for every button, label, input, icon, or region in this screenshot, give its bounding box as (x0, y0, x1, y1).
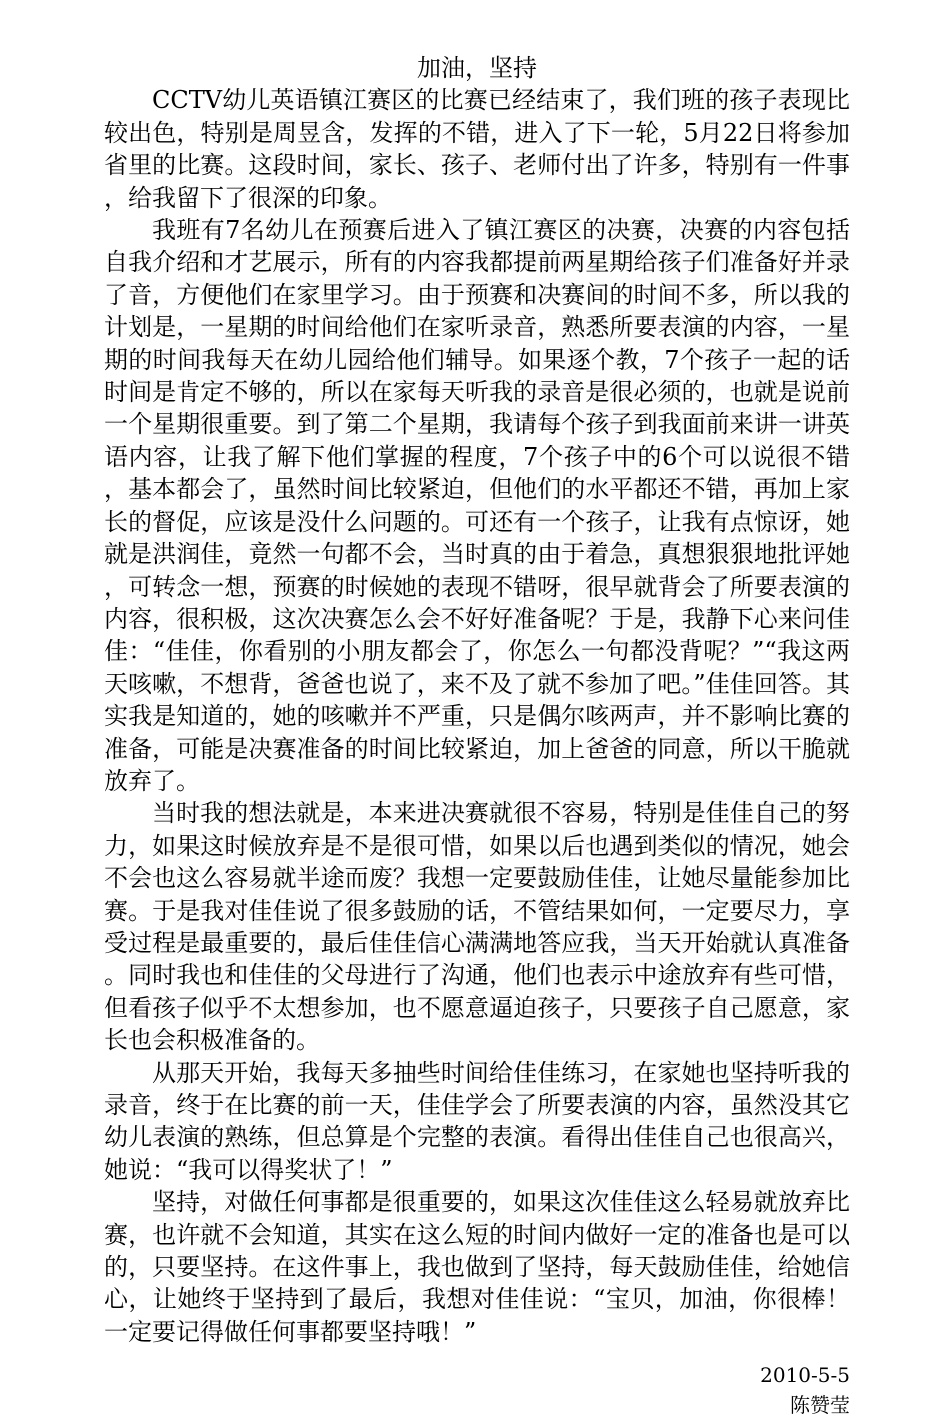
document-title: 加油，坚持 (417, 54, 537, 82)
paragraph-1: CCTV幼儿英语镇江赛区的比赛已经结束了，我们班的孩子表现比较出色，特别是周昱含，发挥的不错，进入了下一轮，5月22日将参加省里的比赛。这段时间，家长、孩子、老师付出了许多，特别有一件事，给我留下了很深的印象。 (104, 86, 850, 212)
paragraph-4: 从那天开始，我每天多抽些时间给佳佳练习，在家她也坚持听我的录音，终于在比赛的前一天，佳佳学会了所要表演的内容，虽然没其它幼儿表演的熟练，但总算是个完整的表演。看得出佳佳自己也很高兴，她说：“我可以得奖状了！” (104, 1058, 850, 1184)
document-page (104, 52, 850, 1420)
paragraph-5: 坚持，对做任何事都是很重要的，如果这次佳佳这么轻易就放弃比赛，也许就不会知道，其实在这么短的时间内做好一定的准备也是可以的，只要坚持。在这件事上，我也做到了坚持，每天鼓励佳佳，给她信心，让她终于坚持到了最后，我想对佳佳说：“宝贝，加油，你很棒！一定要记得做任何事都要坚持哦！” (104, 1188, 850, 1346)
document-date: 2010-5-5 (760, 1363, 850, 1388)
paragraph-3: 当时我的想法就是，本来进决赛就很不容易，特别是佳佳自己的努力，如果这时候放弃是不是很可惜，如果以后也遇到类似的情况，她会不会也这么容易就半途而废？我想一定要鼓励佳佳，让她尽量能参加比赛。于是我对佳佳说了很多鼓励的话，不管结果如何，一定要尽力，享受过程是最重要的，最后佳佳信心满满地答应我，当天开始就认真准备。同时我也和佳佳的父母进行了沟通，他们也表示中途放弃有些可惜，但看孩子似乎不太想参加，也不愿意逼迫孩子，只要孩子自己愿意，家长也会积极准备的。 (104, 799, 850, 1055)
paragraph-2: 我班有7名幼儿在预赛后进入了镇江赛区的决赛，决赛的内容包括自我介绍和才艺展示，所有的内容我都提前两星期给孩子们准备好并录了音，方便他们在家里学习。由于预赛和决赛间的时间不多，所以我的计划是，一星期的时间给他们在家听录音，熟悉所要表演的内容，一星期的时间我每天在幼儿园给他们辅导。如果逐个教，7个孩子一起的话时间是肯定不够的，所以在家每天听我的录音是很必须的，也就是说前一个星期很重要。到了第二个星期，我请每个孩子到我面前来讲一讲英语内容，让我了解下他们掌握的程度，7个孩子中的6个可以说很不错，基本都会了，虽然时间比较紧迫，但他们的水平都还不错，再加上家长的督促，应该是没什么问题的。可还有一个孩子，让我有点惊讶，她就是洪润佳，竟然一句都不会，当时真的由于着急，真想狠狠地批评她，可转念一想，预赛的时候她的表现不错呀，很早就背会了所要表演的内容，很积极，这次决赛怎么会不好好准备呢？于是，我静下心来问佳佳：“佳佳，你看别的小朋友都会了，你怎么一句都没背呢？”“我这两天咳嗽，不想背，爸爸也说了，来不及了就不参加了吧。”佳佳回答。其实我是知道的，她的咳嗽并不严重，只是偶尔咳两声，并不影响比赛的准备，可能是决赛准备的时间比较紧迫，加上爸爸的同意，所以干脆就放弃了。 (104, 216, 850, 795)
document-author: 陈赞莹 (790, 1393, 850, 1418)
